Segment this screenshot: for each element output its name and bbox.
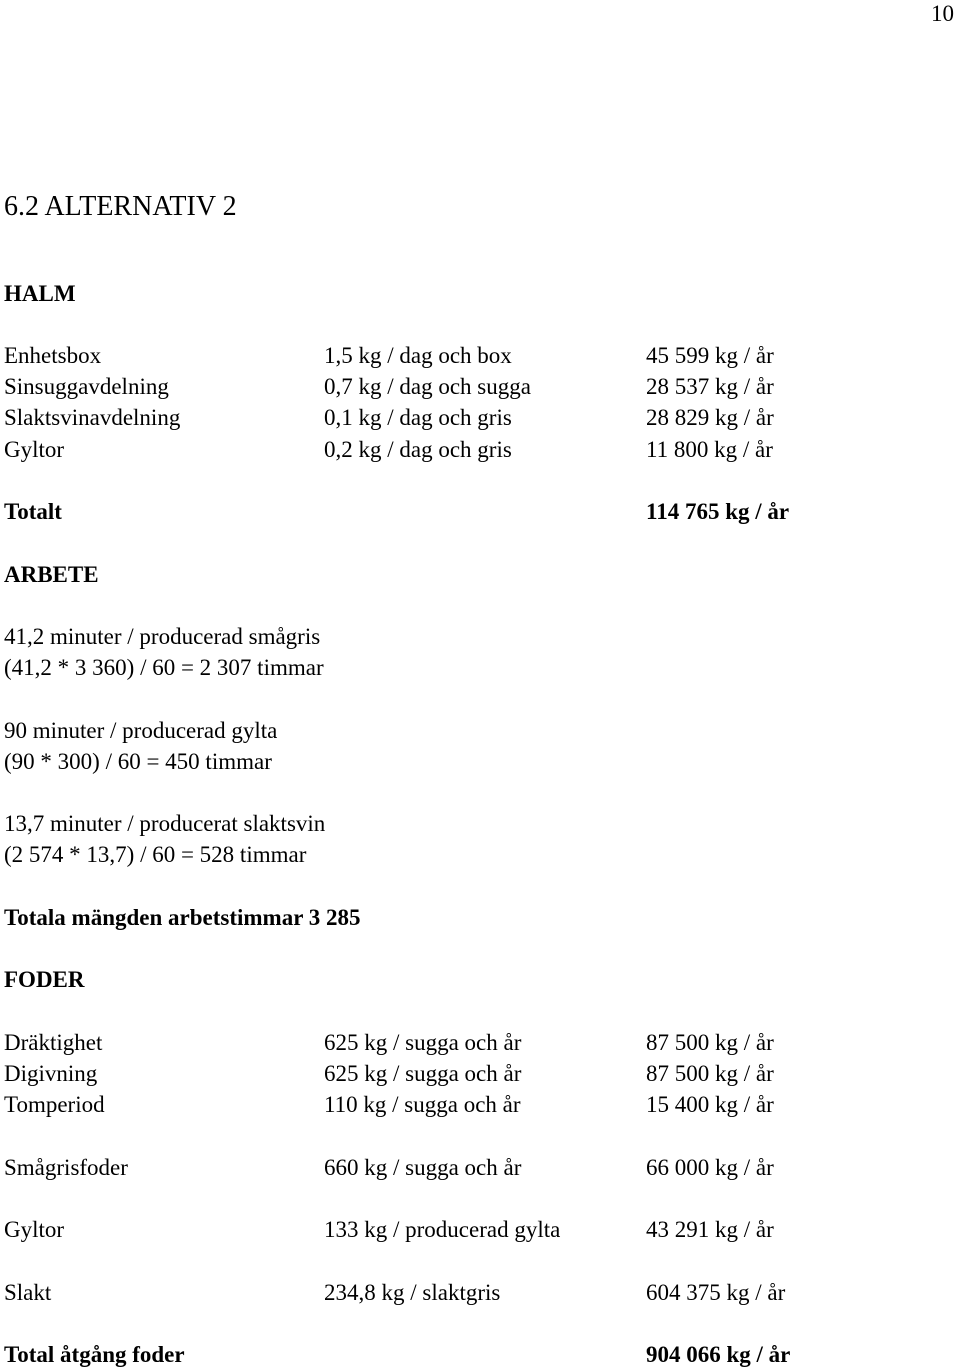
foder-row-label: Dräktighet (4, 1030, 103, 1055)
arbete-rate-line: 41,2 minuter / producerad smågris (4, 624, 321, 649)
arbete-calc-line: (90 * 300) / 60 = 450 timmar (4, 749, 272, 774)
halm-row-total: 28 537 kg / år (646, 374, 774, 399)
foder-row-total: 15 400 kg / år (646, 1092, 774, 1117)
page-number: 10 (931, 1, 954, 26)
halm-total-label: Totalt (4, 499, 62, 524)
foder-total-label: Total åtgång foder (4, 1342, 185, 1367)
foder-row-rate: 660 kg / sugga och år (324, 1155, 522, 1180)
foder-total-value: 904 066 kg / år (646, 1342, 791, 1367)
halm-row-total: 11 800 kg / år (646, 437, 773, 462)
halm-heading: HALM (4, 281, 76, 306)
foder-row-label: Slakt (4, 1280, 52, 1305)
arbete-heading: ARBETE (4, 562, 99, 587)
arbete-rate-line: 13,7 minuter / producerat slaktsvin (4, 811, 326, 836)
foder-row-rate: 133 kg / producerad gylta (324, 1217, 561, 1242)
halm-row-total: 28 829 kg / år (646, 405, 774, 430)
halm-row-rate: 0,1 kg / dag och gris (324, 405, 512, 430)
foder-row-rate: 625 kg / sugga och år (324, 1030, 522, 1055)
halm-row-rate: 1,5 kg / dag och box (324, 343, 512, 368)
foder-row-total: 43 291 kg / år (646, 1217, 774, 1242)
section-heading: 6.2 ALTERNATIV 2 (4, 191, 237, 222)
foder-row-total: 87 500 kg / år (646, 1061, 774, 1086)
halm-row-label: Slaktsvinavdelning (4, 405, 181, 430)
foder-row-rate: 625 kg / sugga och år (324, 1061, 522, 1086)
arbete-calc-line: (41,2 * 3 360) / 60 = 2 307 timmar (4, 655, 324, 680)
arbete-rate-line: 90 minuter / producerad gylta (4, 718, 278, 743)
halm-row-total: 45 599 kg / år (646, 343, 774, 368)
foder-row-total: 66 000 kg / år (646, 1155, 774, 1180)
halm-total-value: 114 765 kg / år (646, 499, 790, 524)
halm-row-label: Gyltor (4, 437, 65, 462)
halm-row-label: Enhetsbox (4, 343, 102, 368)
halm-row-rate: 0,2 kg / dag och gris (324, 437, 512, 462)
arbete-total: Totala mängden arbetstimmar 3 285 (4, 905, 361, 930)
halm-row-label: Sinsuggavdelning (4, 374, 169, 399)
foder-row-label: Tomperiod (4, 1092, 105, 1117)
arbete-calc-line: (2 574 * 13,7) / 60 = 528 timmar (4, 842, 307, 867)
foder-row-label: Smågrisfoder (4, 1155, 128, 1180)
foder-row-total: 87 500 kg / år (646, 1030, 774, 1055)
foder-row-label: Gyltor (4, 1217, 65, 1242)
foder-row-rate: 110 kg / sugga och år (324, 1092, 521, 1117)
foder-row-rate: 234,8 kg / slaktgris (324, 1280, 501, 1305)
foder-row-total: 604 375 kg / år (646, 1280, 786, 1305)
foder-heading: FODER (4, 967, 85, 992)
foder-row-label: Digivning (4, 1061, 98, 1086)
halm-row-rate: 0,7 kg / dag och sugga (324, 374, 531, 399)
